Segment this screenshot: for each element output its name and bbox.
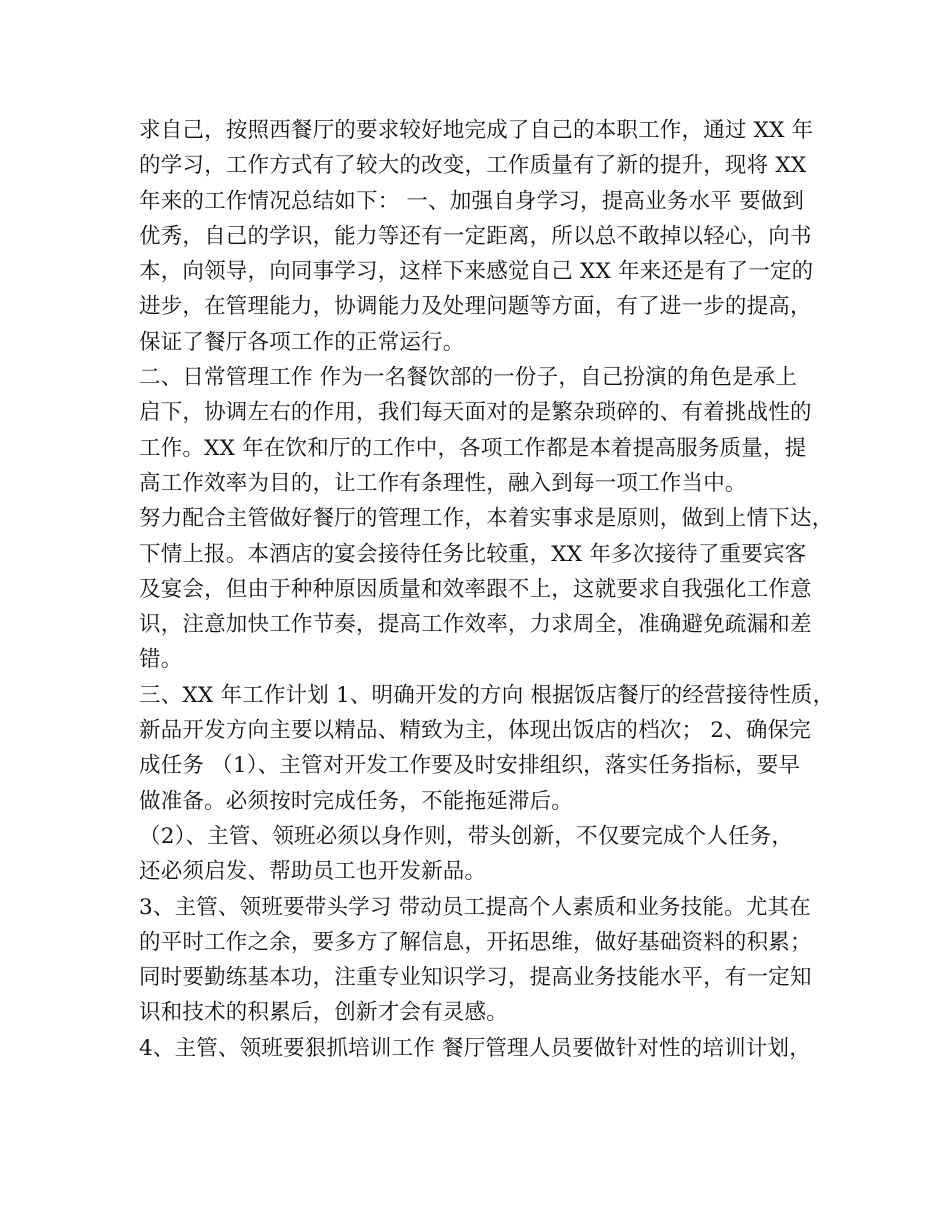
text-line: 4、主管、领班要狠抓培训工作 餐厅管理人员要做针对性的培训计划， — [139, 1035, 811, 1061]
text-line: 高工作效率为目的，让工作有条理性，融入到每一项工作当中。 — [139, 470, 747, 496]
text-line: 的平时工作之余，要多方了解信息，开拓思维，做好基础资料的积累； — [139, 929, 812, 955]
text-line: 及宴会，但由于种种原因质量和效率跟不上，这就要求自我强化工作意 — [139, 576, 812, 602]
text-line: 优秀，自己的学识，能力等还有一定距离，所以总不敢掉以轻心，向书 — [139, 223, 812, 249]
text-line: 求自己，按照西餐厅的要求较好地完成了自己的本职工作，通过 XX 年 — [139, 118, 814, 143]
text-line: 进步，在管理能力，协调能力及处理问题等方面，有了进一步的提高， — [139, 294, 812, 320]
text-line: 识，注意加快工作节奏，提高工作效率，力求周全，准确避免疏漏和差 — [139, 612, 812, 638]
text-line: 工作。XX 年在饮和厅的工作中，各项工作都是本着提高服务质量，提 — [139, 435, 807, 461]
text-line: 三、XX 年工作计划 1、明确开发的方向 根据饭店餐厅的经营接待性质， — [139, 682, 835, 708]
text-line: 识和技术的积累后，创新才会有灵感。 — [139, 1000, 508, 1026]
text-line: 年来的工作情况总结如下： 一、加强自身学习，提高业务水平 要做到 — [139, 188, 805, 214]
text-line: 的学习，工作方式有了较大的改变，工作质量有了新的提升，现将 XX — [139, 153, 807, 179]
text-line: 同时要勤练基本功，注重专业知识学习，提高业务技能水平，有一定知 — [139, 965, 812, 991]
text-line: 错。 — [139, 647, 183, 673]
text-line: 还必须启发、帮助员工也开发新品。 — [139, 859, 487, 885]
text-line: 启下，协调左右的作用，我们每天面对的是繁杂琐碎的、有着挑战性的 — [139, 400, 812, 426]
text-line: 二、日常管理工作 作为一名餐饮部的一份子，自己扮演的角色是承上 — [139, 365, 798, 391]
text-line: （2）、主管、领班必须以身作则，带头创新，不仅要完成个人任务， — [139, 823, 794, 849]
text-line: 努力配合主管做好餐厅的管理工作，本着实事求是原则，做到上情下达， — [139, 506, 834, 532]
document-body — [139, 113, 835, 1066]
text-line: 本，向领导，向同事学习，这样下来感觉自己 XX 年来还是有了一定的 — [139, 259, 814, 285]
text-line: 做准备。必须按时完成任务，不能拖延滞后。 — [139, 788, 574, 814]
text-line: 保证了餐厅各项工作的正常运行。 — [139, 329, 465, 355]
text-line: 3、主管、领班要带头学习 带动员工提高个人素质和业务技能。尤其在 — [139, 894, 811, 920]
text-line: 下情上报。本酒店的宴会接待任务比较重，XX 年多次接待了重要宾客 — [139, 541, 807, 567]
text-line: 新品开发方向主要以精品、精致为主，体现出饭店的档次； 2、确保完 — [139, 718, 811, 744]
text-line: 成任务 （1）、主管对开发工作要及时安排组织，落实任务指标，要早 — [139, 753, 801, 779]
